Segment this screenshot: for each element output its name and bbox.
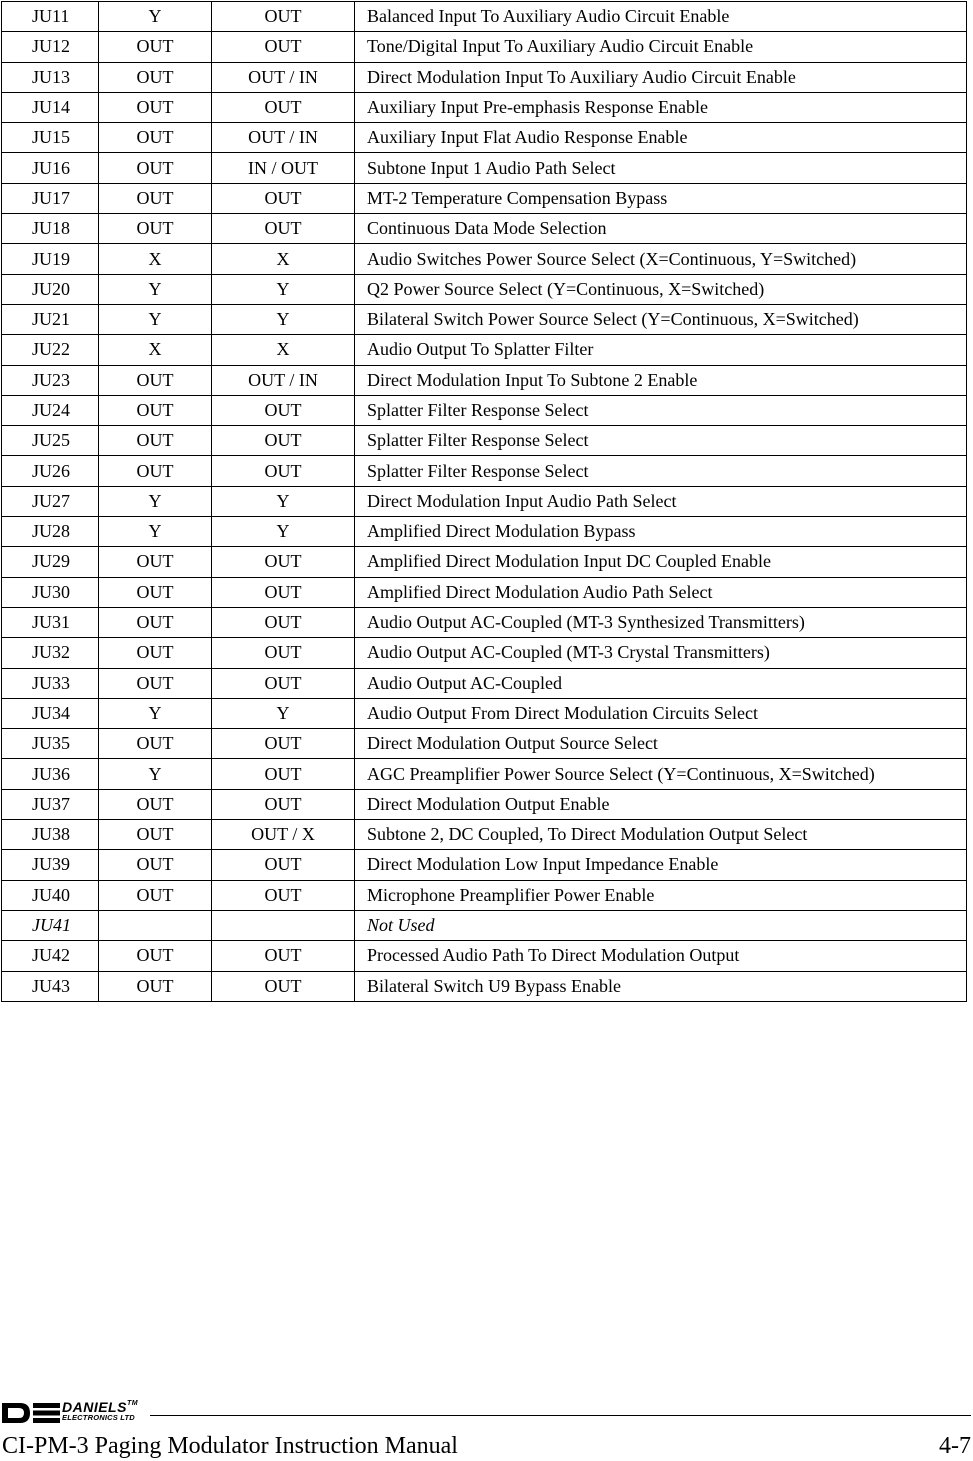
setting-a-cell: OUT [99, 214, 212, 244]
table-row [2, 607, 967, 637]
description-cell: Balanced Input To Auxiliary Audio Circuit Enable [355, 2, 967, 32]
setting-b-cell: OUT [212, 638, 355, 668]
jumper-id-cell: JU35 [2, 729, 99, 759]
table-row [2, 971, 967, 1001]
setting-b-cell: OUT [212, 668, 355, 698]
jumper-id-cell: JU34 [2, 698, 99, 728]
table-row [2, 759, 967, 789]
description-cell: Q2 Power Source Select (Y=Continuous, X=Switched) [355, 274, 967, 304]
setting-b-cell: OUT [212, 607, 355, 637]
table-row [2, 638, 967, 668]
table-row [2, 153, 967, 183]
setting-a-cell: OUT [99, 880, 212, 910]
setting-a-cell: OUT [99, 850, 212, 880]
table-row [2, 850, 967, 880]
jumper-id-cell: JU26 [2, 456, 99, 486]
table-row [2, 123, 967, 153]
table-row [2, 698, 967, 728]
table-row [2, 2, 967, 32]
description-cell: Not Used [355, 910, 967, 940]
table-row [2, 244, 967, 274]
setting-b-cell: X [212, 335, 355, 365]
description-cell: Splatter Filter Response Select [355, 426, 967, 456]
table-row [2, 214, 967, 244]
setting-a-cell: OUT [99, 789, 212, 819]
table-row [2, 729, 967, 759]
setting-a-cell: Y [99, 2, 212, 32]
jumper-id-cell: JU18 [2, 214, 99, 244]
jumper-id-cell: JU40 [2, 880, 99, 910]
setting-b-cell: OUT / IN [212, 365, 355, 395]
setting-b-cell: OUT / IN [212, 123, 355, 153]
description-cell: Bilateral Switch Power Source Select (Y=Continuous, X=Switched) [355, 304, 967, 334]
setting-b-cell: OUT [212, 729, 355, 759]
description-cell: Direct Modulation Input To Auxiliary Audio Circuit Enable [355, 62, 967, 92]
description-cell: Audio Output AC-Coupled [355, 668, 967, 698]
description-cell: Bilateral Switch U9 Bypass Enable [355, 971, 967, 1001]
setting-b-cell: OUT [212, 426, 355, 456]
description-cell: Direct Modulation Input To Subtone 2 Enable [355, 365, 967, 395]
table-row [2, 517, 967, 547]
table-row [2, 365, 967, 395]
table-row [2, 820, 967, 850]
description-cell: AGC Preamplifier Power Source Select (Y=Continuous, X=Switched) [355, 759, 967, 789]
setting-a-cell: OUT [99, 32, 212, 62]
setting-a-cell: OUT [99, 123, 212, 153]
setting-a-cell: Y [99, 517, 212, 547]
jumper-id-cell: JU17 [2, 183, 99, 213]
setting-a-cell: Y [99, 698, 212, 728]
jumper-id-cell: JU42 [2, 941, 99, 971]
jumper-id-cell: JU36 [2, 759, 99, 789]
setting-a-cell: OUT [99, 820, 212, 850]
jumper-id-cell: JU33 [2, 668, 99, 698]
setting-a-cell: OUT [99, 62, 212, 92]
setting-b-cell: OUT [212, 183, 355, 213]
setting-a-cell: OUT [99, 941, 212, 971]
setting-b-cell: OUT [212, 880, 355, 910]
setting-b-cell: OUT [212, 789, 355, 819]
jumper-id-cell: JU32 [2, 638, 99, 668]
table-row [2, 304, 967, 334]
description-cell: Audio Output To Splatter Filter [355, 335, 967, 365]
setting-b-cell: OUT [212, 395, 355, 425]
table-row [2, 941, 967, 971]
table-row [2, 32, 967, 62]
logo-brand: DANIELS [62, 1399, 127, 1415]
setting-a-cell: OUT [99, 729, 212, 759]
jumper-id-cell: JU27 [2, 486, 99, 516]
description-cell: Splatter Filter Response Select [355, 395, 967, 425]
jumper-rows [2, 2, 967, 1002]
description-cell: Amplified Direct Modulation Audio Path Select [355, 577, 967, 607]
jumper-id-cell: JU23 [2, 365, 99, 395]
jumper-id-cell: JU12 [2, 32, 99, 62]
setting-a-cell: OUT [99, 426, 212, 456]
description-cell: Auxiliary Input Flat Audio Response Enable [355, 123, 967, 153]
table-row [2, 395, 967, 425]
setting-b-cell: Y [212, 486, 355, 516]
logo-trademark: TM [126, 1400, 139, 1407]
setting-b-cell: OUT [212, 850, 355, 880]
table-row [2, 668, 967, 698]
setting-a-cell: Y [99, 304, 212, 334]
setting-a-cell: Y [99, 486, 212, 516]
description-cell: Audio Switches Power Source Select (X=Continuous, Y=Switched) [355, 244, 967, 274]
setting-a-cell: OUT [99, 153, 212, 183]
setting-b-cell: OUT [212, 92, 355, 122]
jumper-id-cell: JU22 [2, 335, 99, 365]
description-cell: Subtone 2, DC Coupled, To Direct Modulation Output Select [355, 820, 967, 850]
jumper-id-cell: JU25 [2, 426, 99, 456]
setting-b-cell: OUT [212, 941, 355, 971]
description-cell: Microphone Preamplifier Power Enable [355, 880, 967, 910]
description-cell: Subtone Input 1 Audio Path Select [355, 153, 967, 183]
table-row [2, 577, 967, 607]
jumper-id-cell: JU13 [2, 62, 99, 92]
logo-subtitle: ELECTRONICS LTD [62, 1413, 135, 1422]
logo-wordmark [62, 1400, 138, 1422]
manual-title: CI-PM-3 Paging Modulator Instruction Manual [2, 1433, 458, 1459]
setting-a-cell: OUT [99, 365, 212, 395]
table-row [2, 789, 967, 819]
table-row [2, 274, 967, 304]
jumper-id-cell: JU11 [2, 2, 99, 32]
setting-a-cell: OUT [99, 183, 212, 213]
setting-a-cell: X [99, 335, 212, 365]
setting-b-cell: Y [212, 304, 355, 334]
setting-a-cell: OUT [99, 607, 212, 637]
setting-b-cell: OUT / X [212, 820, 355, 850]
description-cell: Amplified Direct Modulation Input DC Coupled Enable [355, 547, 967, 577]
description-cell: Audio Output AC-Coupled (MT-3 Synthesized Transmitters) [355, 607, 967, 637]
jumper-id-cell: JU41 [2, 910, 99, 940]
table-row [2, 456, 967, 486]
setting-a-cell: OUT [99, 92, 212, 122]
jumper-id-cell: JU30 [2, 577, 99, 607]
jumper-settings-table [1, 1, 967, 1002]
setting-b-cell: Y [212, 274, 355, 304]
description-cell: Processed Audio Path To Direct Modulation Output [355, 941, 967, 971]
description-cell: Direct Modulation Low Input Impedance Enable [355, 850, 967, 880]
table-row [2, 486, 967, 516]
description-cell: Amplified Direct Modulation Bypass [355, 517, 967, 547]
table-row [2, 62, 967, 92]
setting-b-cell [212, 910, 355, 940]
jumper-id-cell: JU43 [2, 971, 99, 1001]
setting-a-cell: Y [99, 759, 212, 789]
setting-b-cell: OUT [212, 547, 355, 577]
setting-a-cell: Y [99, 274, 212, 304]
description-cell: Direct Modulation Output Enable [355, 789, 967, 819]
setting-a-cell: OUT [99, 395, 212, 425]
description-cell: Audio Output From Direct Modulation Circuits Select [355, 698, 967, 728]
footer-rule [150, 1415, 971, 1416]
setting-b-cell: OUT [212, 971, 355, 1001]
jumper-id-cell: JU16 [2, 153, 99, 183]
description-cell: Direct Modulation Output Source Select [355, 729, 967, 759]
jumper-id-cell: JU39 [2, 850, 99, 880]
description-cell: MT-2 Temperature Compensation Bypass [355, 183, 967, 213]
setting-b-cell: OUT [212, 214, 355, 244]
setting-a-cell [99, 910, 212, 940]
jumper-id-cell: JU21 [2, 304, 99, 334]
jumper-id-cell: JU19 [2, 244, 99, 274]
jumper-id-cell: JU24 [2, 395, 99, 425]
description-cell: Continuous Data Mode Selection [355, 214, 967, 244]
setting-a-cell: OUT [99, 577, 212, 607]
setting-b-cell: X [212, 244, 355, 274]
table-row [2, 880, 967, 910]
jumper-id-cell: JU20 [2, 274, 99, 304]
setting-b-cell: OUT [212, 577, 355, 607]
setting-b-cell: OUT [212, 759, 355, 789]
setting-a-cell: OUT [99, 547, 212, 577]
setting-b-cell: Y [212, 698, 355, 728]
table-row [2, 92, 967, 122]
description-cell: Splatter Filter Response Select [355, 456, 967, 486]
setting-a-cell: X [99, 244, 212, 274]
setting-a-cell: OUT [99, 456, 212, 486]
jumper-id-cell: JU31 [2, 607, 99, 637]
setting-a-cell: OUT [99, 668, 212, 698]
setting-b-cell: OUT [212, 2, 355, 32]
setting-b-cell: OUT [212, 32, 355, 62]
description-cell: Audio Output AC-Coupled (MT-3 Crystal Transmitters) [355, 638, 967, 668]
table-row [2, 335, 967, 365]
jumper-id-cell: JU15 [2, 123, 99, 153]
setting-b-cell: Y [212, 517, 355, 547]
table-row [2, 183, 967, 213]
setting-b-cell: IN / OUT [212, 153, 355, 183]
page-number: 4-7 [939, 1433, 971, 1459]
description-cell: Tone/Digital Input To Auxiliary Audio Circuit Enable [355, 32, 967, 62]
jumper-id-cell: JU14 [2, 92, 99, 122]
table-row [2, 547, 967, 577]
jumper-id-cell: JU37 [2, 789, 99, 819]
table-row [2, 426, 967, 456]
jumper-id-cell: JU38 [2, 820, 99, 850]
setting-a-cell: OUT [99, 638, 212, 668]
setting-a-cell: OUT [99, 971, 212, 1001]
description-cell: Auxiliary Input Pre-emphasis Response Enable [355, 92, 967, 122]
table-row [2, 910, 967, 940]
description-cell: Direct Modulation Input Audio Path Select [355, 486, 967, 516]
jumper-id-cell: JU29 [2, 547, 99, 577]
setting-b-cell: OUT [212, 456, 355, 486]
jumper-id-cell: JU28 [2, 517, 99, 547]
setting-b-cell: OUT / IN [212, 62, 355, 92]
